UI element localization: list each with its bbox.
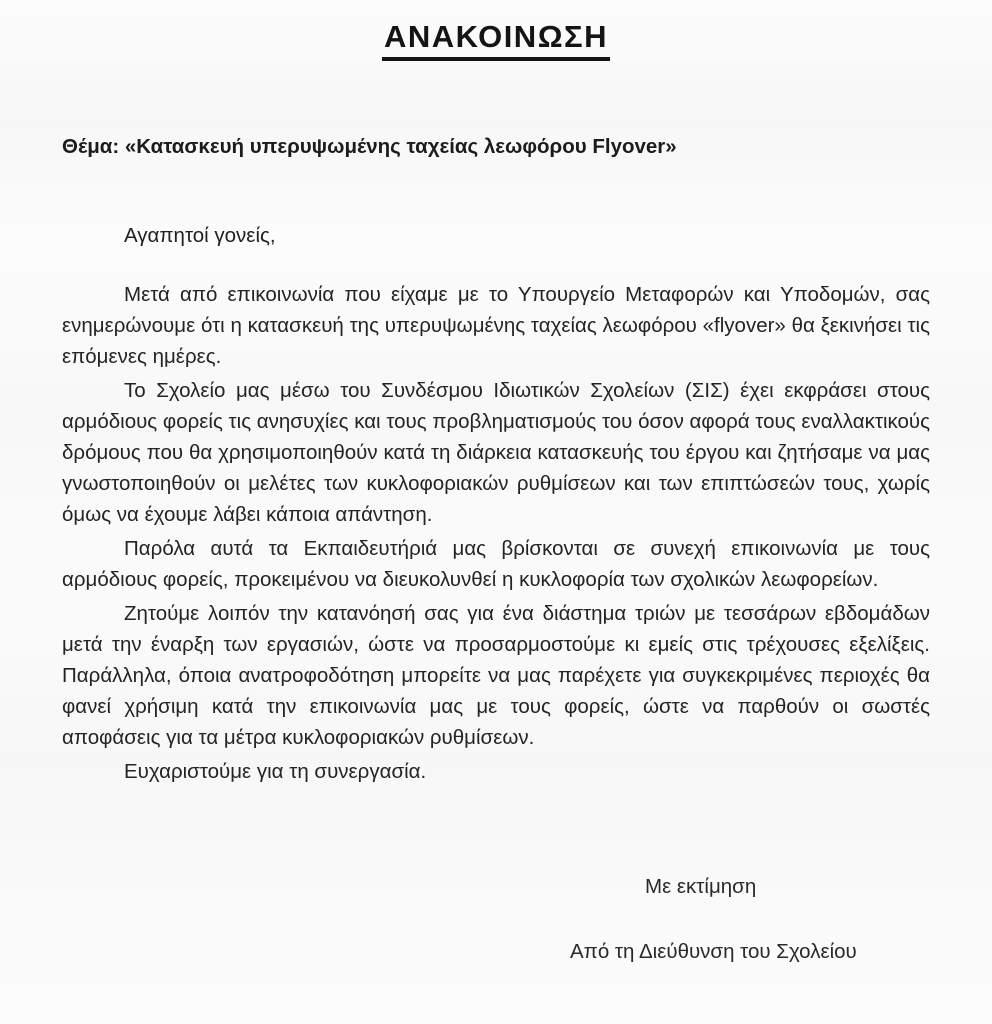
- closing-phrase: Με εκτίμηση: [645, 875, 757, 899]
- signature-line: Από τη Διεύθυνση του Σχολείου: [570, 940, 857, 964]
- letter-header: [62, 20, 930, 61]
- paragraph-thanks: Ευχαριστούμε για τη συνεργασία.: [124, 760, 427, 784]
- paragraph-ongoing-communication: Παρόλα αυτά τα Εκπαιδευτήριά μας βρίσκονται σε συνεχή επικοινωνία με τους αρμόδιους φορείς, προκειμένου να διευκολυνθεί η κυκλοφορία των σχολικών λεωφορείων.: [62, 537, 930, 592]
- salutation: Αγαπητοί γονείς,: [124, 224, 276, 248]
- paragraph-construction-start: Μετά από επικοινωνία που είχαμε με το Υπουργείο Μεταφορών και Υποδομών, σας ενημερώνουμε ότι η κατασκευή της υπερυψωμένης ταχείας λεωφόρου «flyover» θα ξεκινήσει τις επόμενες ημέρες.: [62, 283, 930, 369]
- subject-line: Θέμα: «Κατασκευή υπερυψωμένης ταχείας λεωφόρου Flyover»: [62, 135, 677, 159]
- paragraph-request-understanding: Ζητούμε λοιπόν την κατανόησή σας για ένα διάστημα τριών με τεσσάρων εβδομάδων μετά την έναρξη των εργασιών, ώστε να προσαρμοστούμε κι εμείς στις τρέχουσες εξελίξεις. Παράλληλα, όποια ανατροφοδότηση μπορείτε να μας παρέχετε για συγκεκριμένες περιοχές θα φανεί χρήσιμη κατά την επικοινωνία μας με τους φορείς, ώστε να παρθούν οι σωστές αποφάσεις για τα μέτρα κυκλοφοριακών ρυθμίσεων.: [62, 602, 930, 750]
- letter-title: ΑΝΑΚΟΙΝΩΣΗ: [382, 20, 610, 61]
- paragraph-school-concerns: Το Σχολείο μας μέσω του Συνδέσμου Ιδιωτικών Σχολείων (ΣΙΣ) έχει εκφράσει στους αρμόδιους φορείς τις ανησυχίες και τους προβληματισμούς του όσον αφορά τους εναλλακτικούς δρόμους που θα χρησιμοποιηθούν κατά τη διάρκεια κατασκευής του έργου και ζητήσαμε να μας γνωστοποιηθούν οι μελέτες των κυκλοφοριακών ρυθμίσεων και των επιπτώσεών τους, χωρίς όμως να έχουμε λάβει κάποια απάντηση.: [62, 379, 930, 527]
